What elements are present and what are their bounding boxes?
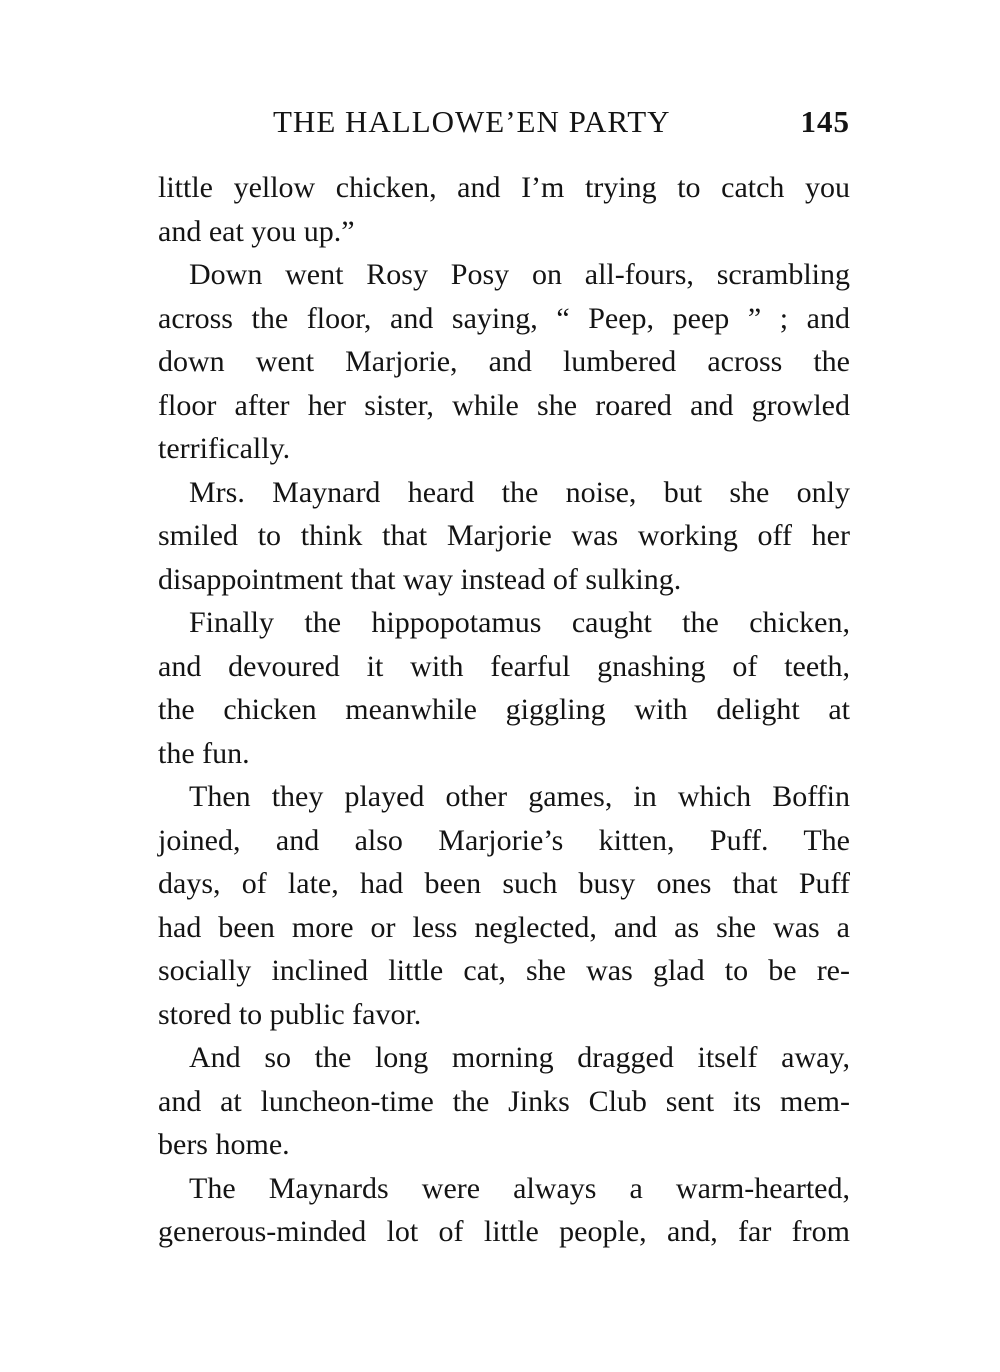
text-line: little yellow chicken, and I’m trying to catch you (158, 171, 850, 204)
text-line: And so the long morning dragged itself away, (189, 1041, 850, 1074)
text-line: and devoured it with fearful gnashing of teeth, (158, 649, 850, 683)
text-line: smiled to think that Marjorie was working off her (158, 519, 850, 552)
text-line: Finally the hippopotamus caught the chicken, (189, 606, 850, 639)
text-line: Down went Rosy Posy on all-fours, scrambling (189, 258, 850, 291)
text-line: disappointment that way instead of sulking. (158, 562, 682, 596)
text-line: The Maynards were always a warm-hearted, (189, 1171, 850, 1205)
text-line: stored to public favor. (158, 997, 422, 1031)
running-title: THE HALLOWE’EN PARTY (273, 104, 671, 139)
text-line: days, of late, had been such busy ones that Puff (158, 867, 850, 900)
running-head (158, 104, 850, 148)
text-line: the chicken meanwhile giggling with delight at (158, 693, 850, 726)
text-line: socially inclined little cat, she was glad to be re- (158, 954, 850, 987)
text-line: down went Marjorie, and lumbered across the (158, 345, 850, 378)
text-line: bers home. (158, 1128, 290, 1161)
text-line: joined, and also Marjorie’s kitten, Puff. The (158, 823, 850, 857)
text-line: Then they played other games, in which Boffin (189, 780, 850, 813)
text-line: and eat you up.” (158, 214, 355, 248)
page-number: 145 (800, 104, 850, 139)
text-line: terrifically. (158, 432, 291, 465)
text-line: Mrs. Maynard heard the noise, but she only (189, 475, 850, 509)
text-line: the fun. (158, 736, 250, 770)
text-line: had been more or less neglected, and as she was a (158, 910, 850, 944)
text-line: across the floor, and saying, “ Peep, peep ” ; and (158, 301, 850, 335)
text-line: floor after her sister, while she roared and growled (158, 388, 850, 422)
text-line: generous-minded lot of little people, and, far from (158, 1215, 850, 1248)
text-line: and at luncheon-time the Jinks Club sent its mem- (158, 1084, 850, 1118)
body-text (158, 166, 850, 1254)
